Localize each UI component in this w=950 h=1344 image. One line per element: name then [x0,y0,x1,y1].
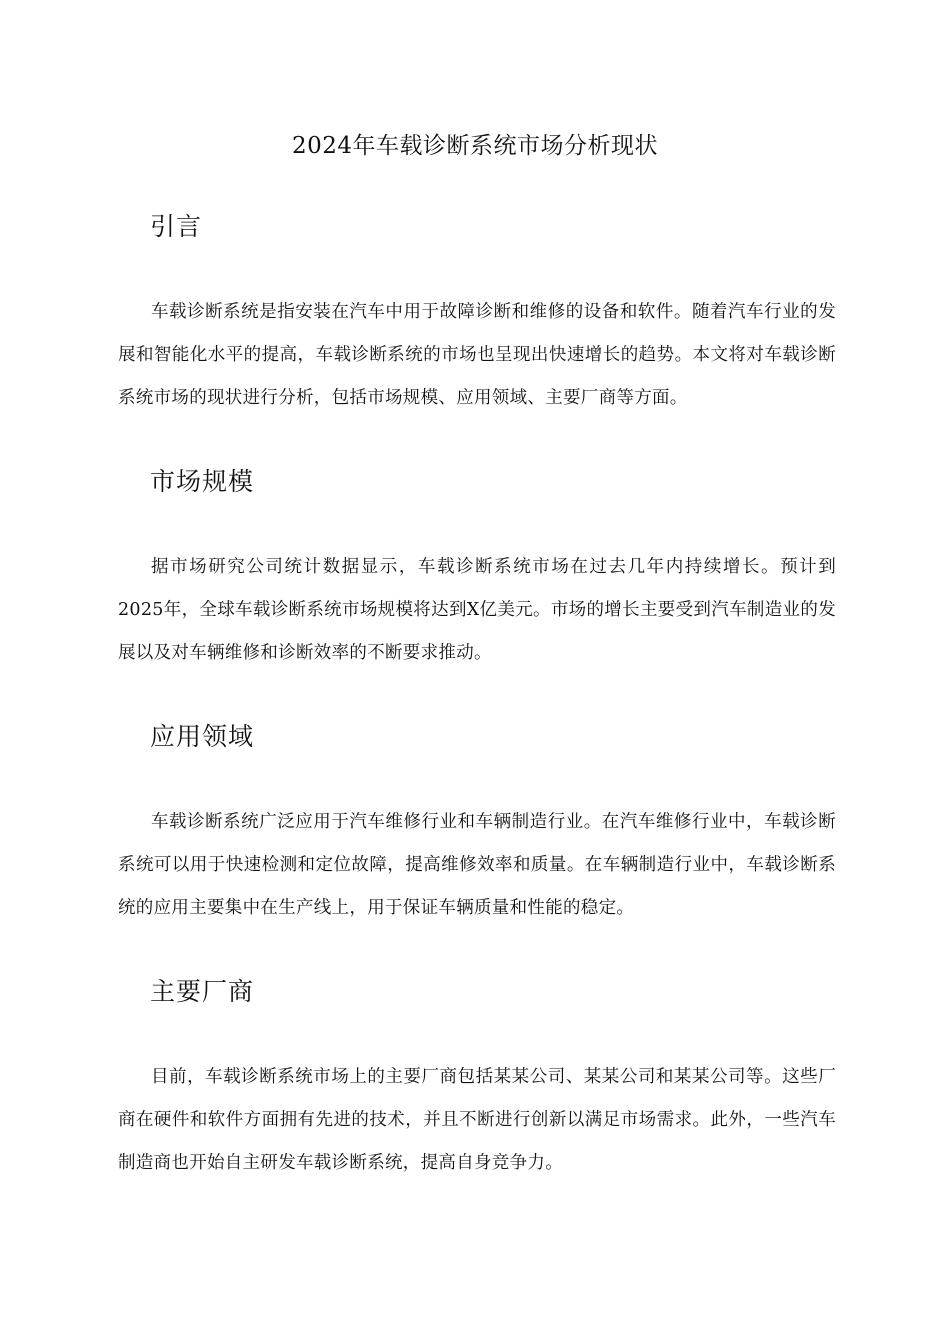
section-paragraph-major-vendors: 目前，车载诊断系统市场上的主要厂商包括某某公司、某某公司和某某公司等。这些厂商在硬件和软件方面拥有先进的技术，并且不断进行创新以满足市场需求。此外，一些汽车制造商也开始自主研发车载诊断系统，提高自身竞争力。 [118,1067,836,1173]
document-title: 2024年车载诊断系统市场分析现状 [291,133,659,159]
section-paragraph-introduction: 车载诊断系统是指安装在汽车中用于故障诊断和维修的设备和软件。随着汽车行业的发展和智能化水平的提高，车载诊断系统的市场也呈现出快速增长的趋势。本文将对车载诊断系统市场的现状进行分析，包括市场规模、应用领域、主要厂商等方面。 [118,302,836,408]
section-heading-major-vendors: 主要厂商 [150,977,255,1006]
section-paragraph-application-fields: 车载诊断系统广泛应用于汽车维修行业和车辆制造行业。在汽车维修行业中，车载诊断系统可以用于快速检测和定位故障，提高维修效率和质量。在车辆制造行业中，车载诊断系统的应用主要集中在生产线上，用于保证车辆质量和性能的稳定。 [118,812,836,918]
section-heading-market-size: 市场规模 [150,467,255,496]
section-heading-introduction: 引言 [150,212,203,241]
section-heading-application-fields: 应用领域 [150,722,255,751]
section-paragraph-market-size: 据市场研究公司统计数据显示，车载诊断系统市场在过去几年内持续增长。预计到2025年，全球车载诊断系统市场规模将达到X亿美元。市场的增长主要受到汽车制造业的发展以及对车辆维修和诊断效率的不断要求推动。 [118,557,836,663]
